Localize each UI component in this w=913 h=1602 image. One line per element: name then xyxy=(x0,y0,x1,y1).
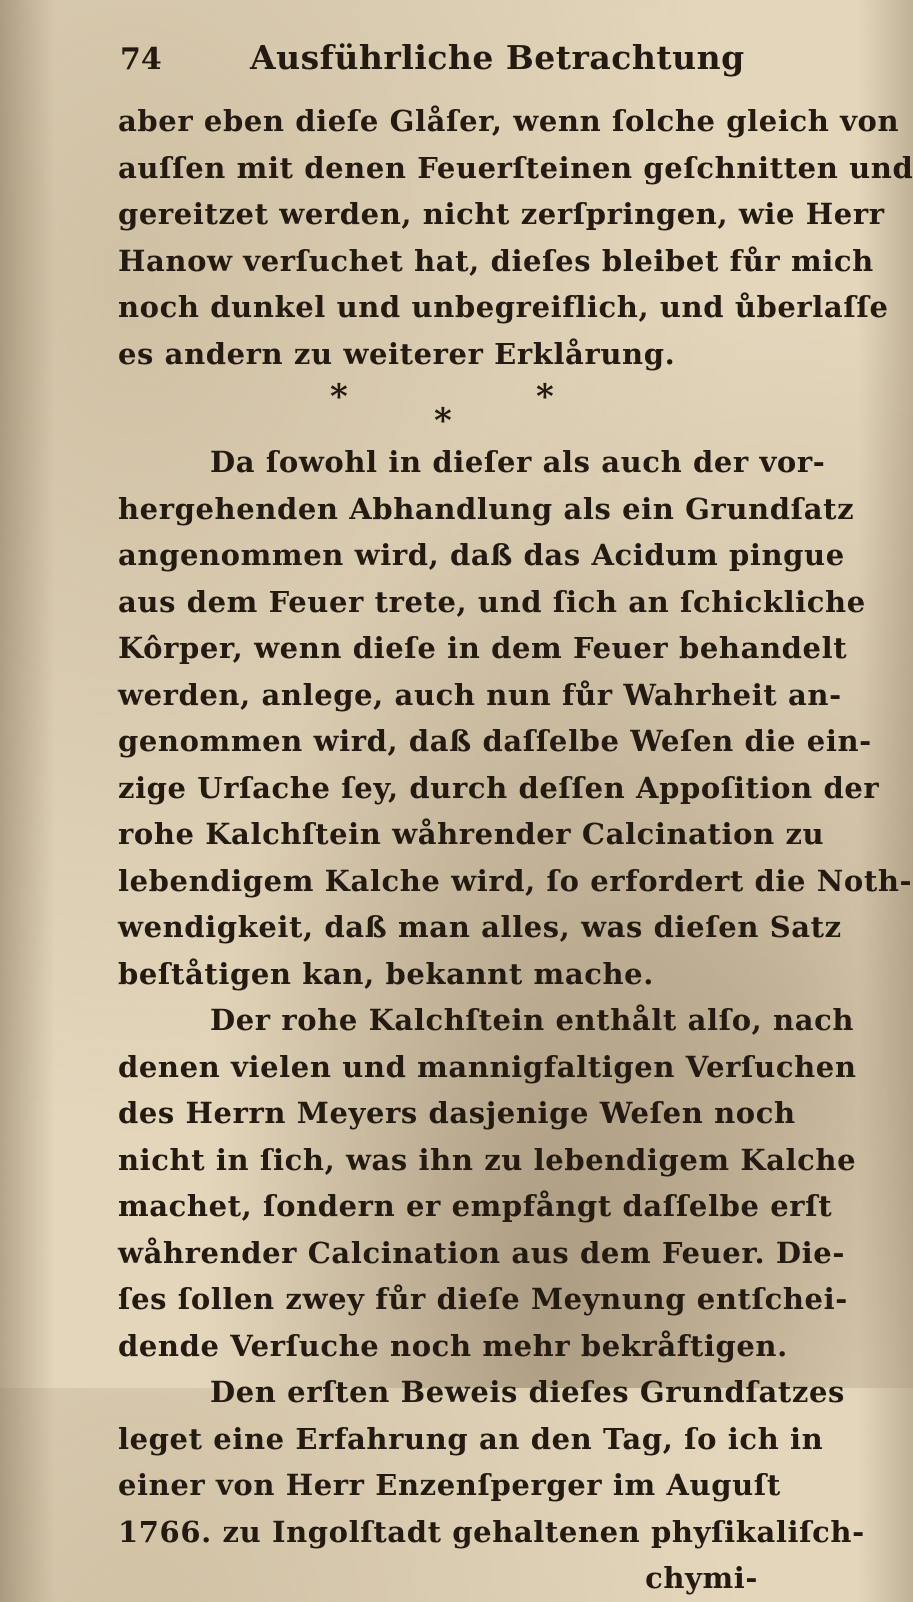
text-line: es andern zu weiterer Erklårung. xyxy=(118,336,676,371)
text-line: Hanow verſuchet hat, dieſes bleibet fůr mich xyxy=(118,243,874,278)
text-line: genommen wird, daß daſſelbe Weſen die ein- xyxy=(118,724,872,758)
text-line: rohe Kalchſtein wåhrender Calcination zu xyxy=(118,817,825,851)
paragraph-4 xyxy=(118,1369,865,1555)
text-line: Da ſowohl in dieſer als auch der vor- xyxy=(210,445,826,479)
text-line: lebendigem Kalche wird, ſo erfordert die Noth- xyxy=(118,863,913,898)
page-number: 74 xyxy=(120,42,162,77)
text-line: zige Urſache ſey, durch deſſen Appoſition der xyxy=(118,770,880,805)
text-line: angenommen wird, daß das Acidum pingue xyxy=(118,538,845,572)
text-line: 1766. zu Ingolſtadt gehaltenen phyſikaliſch- xyxy=(118,1514,865,1549)
page-header xyxy=(120,38,760,88)
catchword: chymi- xyxy=(645,1561,758,1595)
text-line: dende Verſuche noch mehr bekråftigen. xyxy=(118,1328,788,1363)
text-line: Den erſten Beweis dieſes Grundſatzes xyxy=(210,1375,845,1409)
paragraph-3 xyxy=(118,997,857,1369)
text-line: aber eben dieſe Glåſer, wenn ſolche gleich von xyxy=(118,104,900,138)
text-line: leget eine Erfahrung an den Tag, ſo ich in xyxy=(118,1421,824,1456)
text-line: nicht in ſich, was ihn zu lebendigem Kalche xyxy=(118,1142,857,1177)
asterisk-ornament: * xyxy=(434,401,452,441)
running-title: Ausführliche Betrachtung xyxy=(250,38,745,77)
paragraph-2 xyxy=(118,439,913,997)
text-line: wåhrender Calcination aus dem Feuer. Die- xyxy=(118,1235,845,1270)
asterisk-ornament: * xyxy=(536,377,554,417)
section-separator xyxy=(118,377,768,439)
text-line: denen vielen und mannigfaltigen Verſuchen xyxy=(118,1049,857,1084)
text-line: beſtåtigen kan, bekannt mache. xyxy=(118,956,654,991)
text-line: gereitzet werden, nicht zerſpringen, wie Herr xyxy=(118,197,885,231)
text-line: Kôrper, wenn dieſe in dem Feuer behandelt xyxy=(118,631,848,665)
text-line: machet, ſondern er empfångt daſſelbe erſt xyxy=(118,1189,833,1223)
text-line: Der rohe Kalchſtein enthålt alſo, nach xyxy=(210,1003,855,1037)
paragraph-1 xyxy=(118,98,913,377)
asterisk-ornament: * xyxy=(330,377,348,417)
text-line: noch dunkel und unbegreiflich, und ůberlaſſe xyxy=(118,290,889,324)
body-text xyxy=(118,98,913,1602)
text-line: ſes ſollen zwey fůr dieſe Meynung entſchei- xyxy=(118,1282,848,1316)
text-line: einer von Herr Enzenſperger im Auguſt xyxy=(118,1468,781,1502)
text-line: hergehenden Abhandlung als ein Grundſatz xyxy=(118,491,855,526)
text-line: des Herrn Meyers dasjenige Weſen noch xyxy=(118,1096,796,1130)
text-line: wendigkeit, daß man alles, was dieſen Satz xyxy=(118,910,842,944)
text-line: aus dem Feuer trete, und ſich an ſchickliche xyxy=(118,584,866,619)
text-line: auſſen mit denen Feuerſteinen geſchnitten und xyxy=(118,150,913,185)
text-line: werden, anlege, auch nun fůr Wahrheit an- xyxy=(118,677,842,712)
